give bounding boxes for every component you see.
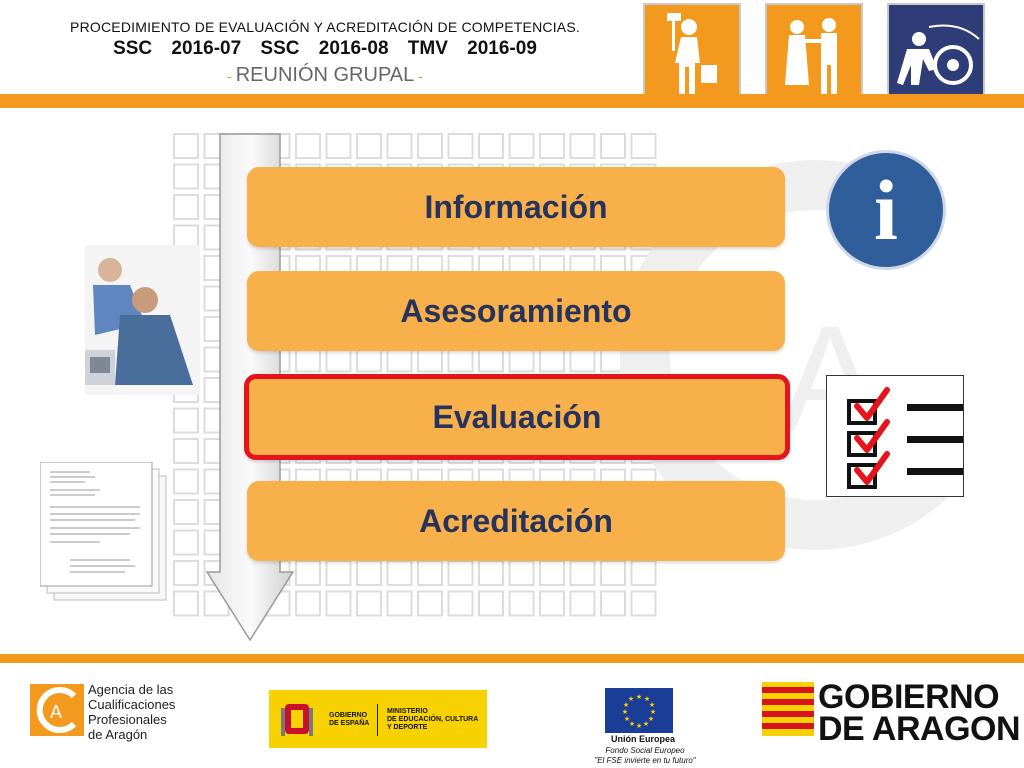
info-icon: i	[826, 150, 946, 270]
step-acreditacion[interactable]: Acreditación	[247, 481, 785, 561]
grid-square	[479, 348, 503, 372]
gob-line: GOBIERNO	[329, 712, 368, 719]
grid-square	[632, 592, 656, 616]
eu-label: Unión Europea	[610, 734, 675, 744]
grid-square	[296, 592, 320, 616]
aragon-line: GOBIERNO	[818, 678, 1000, 716]
grid-square	[479, 592, 503, 616]
grid-square	[510, 134, 534, 158]
grid-square	[449, 561, 473, 585]
grid-square	[296, 348, 320, 372]
gobierno-aragon-text	[818, 678, 1021, 748]
svg-text:★: ★	[642, 720, 650, 728]
spain-coat-of-arms-icon	[279, 698, 315, 740]
eu-fse-text	[565, 746, 725, 766]
ministerio-line: MINISTERIO	[387, 708, 428, 715]
grid-square	[540, 134, 564, 158]
gobierno-espana-logo	[269, 690, 487, 748]
grid-square	[296, 134, 320, 158]
agency-line: Profesionales	[88, 712, 167, 727]
svg-text:★: ★	[623, 715, 631, 723]
grid-square	[540, 561, 564, 585]
grid-square	[174, 561, 198, 585]
ministerio-line: Y DEPORTE	[387, 724, 428, 731]
aragon-flag-icon	[762, 682, 814, 736]
painter-worker-icon	[643, 3, 741, 100]
grid-square	[327, 561, 351, 585]
gob-line: DE ESPAÑA	[329, 720, 370, 727]
svg-text:★: ★	[621, 708, 629, 716]
grid-square	[388, 592, 412, 616]
grid-square	[540, 348, 564, 372]
eu-flag-icon	[605, 688, 673, 733]
grid-square	[540, 592, 564, 616]
grid-square	[174, 470, 198, 494]
agency-line: Agencia de las	[88, 682, 174, 697]
svg-text:★: ★	[643, 695, 651, 703]
step-informacion[interactable]: Información	[247, 167, 785, 247]
grid-square	[479, 561, 503, 585]
step-evaluacion[interactable]: Evaluación	[244, 374, 790, 460]
agency-name	[88, 682, 175, 742]
svg-text:★: ★	[635, 722, 643, 730]
agency-line: Cualificaciones	[88, 697, 176, 712]
grid-square	[449, 592, 473, 616]
grid-square	[327, 592, 351, 616]
grid-square	[388, 561, 412, 585]
grid-square	[327, 348, 351, 372]
grid-square	[357, 134, 381, 158]
svg-text:★: ★	[648, 701, 656, 709]
subtitle-dash-left: -	[227, 68, 236, 84]
svg-text:★: ★	[622, 701, 630, 709]
mechanic-icon	[887, 3, 985, 100]
grid-square	[296, 561, 320, 585]
svg-text:★: ★	[635, 693, 643, 701]
document-image	[40, 462, 170, 604]
header-divider	[0, 94, 1024, 108]
grid-square	[174, 439, 198, 463]
grid-square	[479, 134, 503, 158]
grid-square	[510, 592, 534, 616]
grid-square	[601, 592, 625, 616]
grid-square	[571, 592, 595, 616]
svg-text:★: ★	[627, 695, 635, 703]
header-subtitle	[60, 64, 590, 87]
fse-line: Fondo Social Europeo	[605, 746, 685, 755]
grid-square	[449, 348, 473, 372]
grid-square	[388, 348, 412, 372]
grid-square	[388, 134, 412, 158]
agency-logo-icon	[30, 684, 84, 736]
grid-square	[418, 561, 442, 585]
ministerio-text	[387, 708, 478, 732]
gob-divider	[377, 704, 378, 736]
grid-square	[174, 134, 198, 158]
grid-square	[174, 531, 198, 555]
grid-square	[418, 592, 442, 616]
grid-square	[418, 134, 442, 158]
people-at-computer-image	[85, 245, 200, 395]
grid-square	[418, 348, 442, 372]
grid-square	[357, 561, 381, 585]
grid-square	[174, 165, 198, 189]
grid-square	[174, 409, 198, 433]
grid-square	[174, 195, 198, 219]
agency-line: de Aragón	[88, 727, 148, 742]
header-title-codes: SSC 2016-07 SSC 2016-08 TMV 2016-09	[113, 38, 537, 59]
grid-square	[174, 500, 198, 524]
footer-divider	[0, 654, 1024, 663]
header-title-line1: PROCEDIMIENTO DE EVALUACIÓN Y ACREDITACIÓN DE COMPETENCIAS.	[70, 19, 580, 35]
grid-square	[510, 561, 534, 585]
grid-square	[449, 134, 473, 158]
caregiver-icon	[765, 3, 863, 100]
grid-square	[357, 592, 381, 616]
subtitle-dash-right: -	[414, 68, 423, 84]
gobierno-espana-text	[329, 712, 369, 728]
svg-text:A: A	[50, 702, 63, 722]
svg-text:★: ★	[649, 708, 657, 716]
fse-slogan: "El FSE invierte en tu futuro"	[594, 756, 696, 765]
subtitle-text: REUNIÓN GRUPAL	[235, 64, 415, 86]
grid-square	[510, 348, 534, 372]
ministerio-line: DE EDUCACIÓN, CULTURA	[387, 716, 479, 723]
step-asesoramiento[interactable]: Asesoramiento	[247, 271, 785, 351]
checklist-icon	[826, 375, 964, 497]
grid-square	[327, 134, 351, 158]
grid-square	[174, 592, 198, 616]
grid-square	[357, 348, 381, 372]
svg-text:★: ★	[647, 715, 655, 723]
aragon-line: DE ARAGON	[818, 710, 1021, 748]
svg-text:★: ★	[628, 720, 636, 728]
